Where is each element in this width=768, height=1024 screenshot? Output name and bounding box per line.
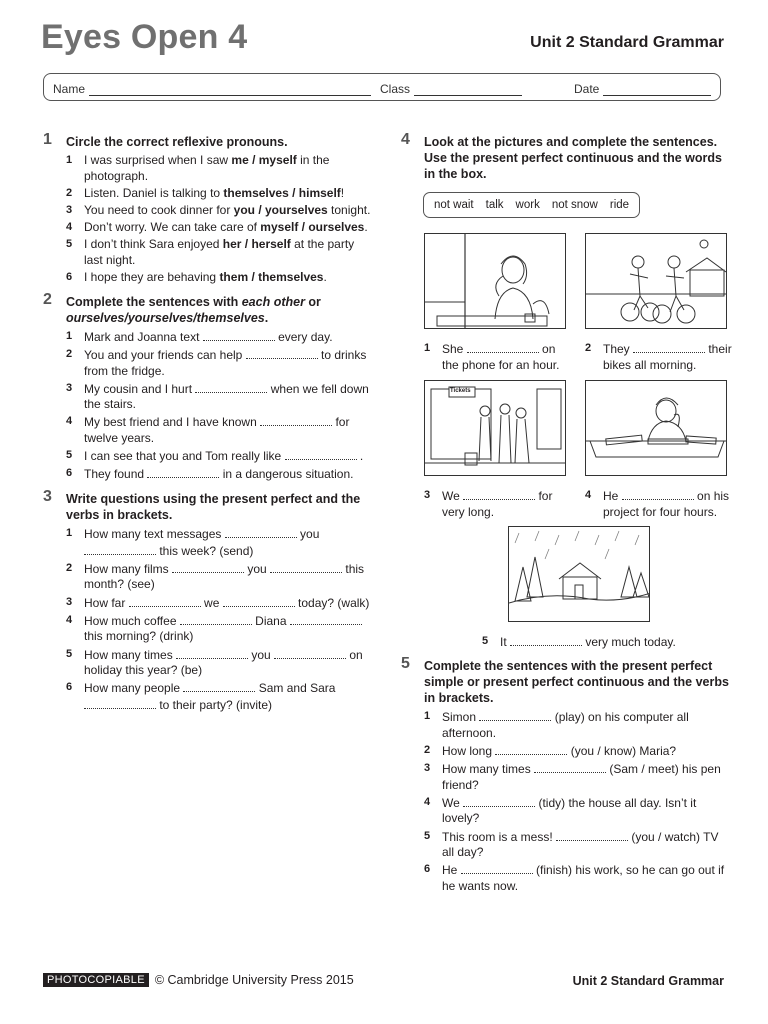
footer: [43, 973, 354, 987]
word-box-word: not snow: [551, 199, 598, 211]
question-number: 5: [66, 238, 73, 251]
question-text: How much coffee Diana this morning? (drink): [84, 614, 362, 644]
exercise-number: 4: [401, 131, 410, 148]
question-text: I can see that you and Tom really like .: [84, 449, 364, 464]
exercise-title: Circle the correct reflexive pronouns.: [66, 135, 288, 149]
question-item: [43, 220, 373, 236]
answer-blank[interactable]: [203, 329, 275, 341]
question-number: 2: [424, 743, 431, 756]
question-number: 4: [66, 613, 73, 626]
question-number: 5: [66, 449, 73, 462]
exercise-title: Complete the sentences with the present perfect simple or present perfect continuous and the verbs in brackets.: [424, 659, 729, 705]
question-text: They found in a dangerous situation.: [84, 467, 354, 482]
answer-blank[interactable]: [129, 595, 201, 607]
exercise-title: Write questions using the present perfect and the verbs in brackets.: [66, 492, 361, 523]
answer-blank[interactable]: [270, 561, 342, 573]
book-title: Eyes Open 4: [41, 18, 248, 56]
question-item: [43, 270, 373, 286]
question-number: 3: [66, 595, 73, 608]
question-number: 5: [66, 647, 73, 660]
caption-4: 4 He on his project for four hours.: [585, 489, 730, 519]
question-text: How far we today? (walk): [84, 595, 370, 610]
question-item: [43, 237, 373, 268]
name-label: Name: [53, 82, 86, 96]
answer-blank[interactable]: [183, 680, 255, 692]
caption-5: 5 It very much today.: [482, 635, 676, 649]
photocopiable-badge: PHOTOCOPIABLE: [43, 973, 149, 987]
question-text: My cousin and I hurt when we fell down the stairs.: [84, 381, 369, 412]
answer-blank[interactable]: [180, 613, 252, 625]
answer-blank[interactable]: [290, 613, 362, 625]
exercise-title: Complete the sentences with each other or ourselves/yourselves/themselves.: [66, 294, 321, 325]
exercise-number: 1: [43, 131, 52, 148]
question-number: 3: [66, 203, 73, 216]
question-text: I was surprised when I saw me / myself in the photograph.: [84, 153, 330, 183]
student-info-bar: [43, 73, 721, 101]
question-number: 3: [66, 381, 73, 394]
answer-blank[interactable]: [461, 862, 533, 874]
question-item: [43, 329, 373, 346]
question-item: [401, 862, 731, 894]
question-text: He (finish) his work, so he can go out if he wants now.: [442, 863, 725, 893]
caption-3: 3 We for very long.: [424, 489, 553, 519]
question-text: I hope they are behaving them / themselves.: [84, 270, 327, 285]
right-column: [401, 131, 731, 226]
exercise-number: 3: [43, 488, 52, 506]
question-item: [401, 743, 731, 760]
word-box-word: work: [515, 199, 540, 211]
exercise-5: [401, 655, 731, 903]
question-number: 6: [66, 467, 73, 480]
question-item: [43, 203, 373, 219]
question-number: 2: [66, 561, 73, 574]
answer-blank[interactable]: [534, 761, 606, 773]
question-text: How many text messages you this week? (send): [84, 527, 320, 558]
question-text: Simon (play) on his computer all afternoon.: [442, 710, 689, 740]
question-text: You need to cook dinner for you / yourselves tonight.: [84, 202, 371, 217]
answer-blank[interactable]: [84, 697, 156, 709]
question-number: 1: [66, 154, 73, 166]
name-field[interactable]: [53, 82, 371, 96]
answer-blank[interactable]: [223, 595, 295, 607]
word-box-word: talk: [485, 199, 504, 211]
question-number: 4: [66, 415, 73, 428]
question-item: [43, 647, 373, 679]
question-item: [401, 795, 731, 827]
question-number: 1: [66, 527, 73, 540]
question-item: [401, 709, 731, 741]
question-number: 3: [424, 761, 431, 774]
question-item: [43, 466, 373, 483]
question-number: 2: [66, 186, 73, 199]
date-label: Date: [574, 82, 600, 96]
answer-blank[interactable]: [463, 488, 535, 500]
answer-blank[interactable]: [633, 341, 705, 353]
word-box: [423, 192, 640, 218]
answer-blank[interactable]: [479, 709, 551, 721]
picture-cyclists: [585, 233, 727, 329]
word-box-word: ride: [609, 199, 630, 211]
question-number: 1: [424, 710, 431, 722]
answer-blank[interactable]: [463, 795, 535, 807]
footer-unit-title: Unit 2 Standard Grammar: [572, 974, 724, 988]
answer-blank[interactable]: [195, 381, 267, 393]
question-text: Don’t worry. We can take care of myself / ourselves.: [84, 220, 368, 235]
answer-blank[interactable]: [274, 647, 346, 659]
question-text: How many people Sam and Sara to their party? (invite): [84, 681, 336, 712]
question-number: 1: [66, 329, 73, 342]
left-column: [43, 131, 373, 722]
tickets-sign: Tickets: [450, 388, 471, 394]
answer-blank[interactable]: [495, 743, 567, 755]
answer-blank[interactable]: [510, 634, 582, 646]
exercise-title: Look at the pictures and complete the sentences. Use the present perfect continuous and the words in the box.: [424, 135, 722, 181]
question-number: 6: [66, 271, 73, 284]
question-item: [43, 448, 373, 465]
question-text: How many times (Sam / meet) his pen friend?: [442, 761, 721, 792]
picture-snowy-village: [508, 526, 650, 622]
question-item: [43, 595, 373, 612]
question-number: 4: [424, 795, 431, 808]
answer-blank[interactable]: [172, 561, 244, 573]
exercise-3: [43, 488, 373, 714]
question-item: [401, 761, 731, 793]
question-item: [43, 186, 373, 202]
question-text: Mark and Joanna text every day.: [84, 329, 333, 344]
question-text: We (tidy) the house all day. Isn’t it lovely?: [442, 795, 697, 826]
question-text: My best friend and I have known for twelve years.: [84, 415, 350, 446]
question-number: 5: [424, 829, 431, 842]
exercise-5-items: [401, 709, 731, 895]
question-text: How many times you on holiday this year? (be): [84, 647, 363, 678]
exercise-1: [43, 131, 373, 286]
exercise-number: 5: [401, 655, 410, 672]
exercise-1-items: [43, 153, 373, 286]
question-text: This room is a mess! (you / watch) TV all day?: [442, 829, 719, 860]
question-text: You and your friends can help to drinks from the fridge.: [84, 347, 367, 378]
question-item: [43, 680, 373, 713]
question-text: How long (you / know) Maria?: [442, 743, 677, 758]
word-box-word: not wait: [434, 199, 474, 211]
question-item: [43, 526, 373, 559]
caption-2: 2 They their bikes all morning.: [585, 342, 732, 372]
exercise-3-items: [43, 526, 373, 714]
exercise-number: 2: [43, 290, 52, 308]
question-item: [43, 414, 373, 446]
question-number: 6: [424, 863, 431, 876]
class-label: Class: [380, 82, 411, 96]
unit-title: Unit 2 Standard Grammar: [530, 34, 724, 51]
answer-blank[interactable]: [260, 414, 332, 426]
answer-blank[interactable]: [225, 526, 297, 538]
date-field[interactable]: [574, 82, 711, 96]
answer-blank[interactable]: [622, 488, 694, 500]
question-item: [401, 829, 731, 861]
exercise-2-items: [43, 329, 373, 483]
exercise-4: [401, 131, 731, 218]
class-field[interactable]: [380, 82, 522, 96]
question-item: [43, 381, 373, 413]
copyright: © Cambridge University Press 2015: [154, 973, 354, 987]
answer-blank[interactable]: [84, 543, 156, 555]
exercise-2: [43, 290, 373, 483]
question-number: 2: [66, 347, 73, 360]
question-item: [43, 561, 373, 593]
answer-blank[interactable]: [176, 647, 248, 659]
question-text: How many films you this month? (see): [84, 561, 365, 592]
answer-blank[interactable]: [285, 448, 357, 460]
question-number: 4: [66, 221, 73, 234]
question-item: [43, 153, 373, 184]
question-item: [43, 613, 373, 645]
answer-blank[interactable]: [246, 347, 318, 359]
question-text: Listen. Daniel is talking to themselves / himself!: [84, 185, 345, 200]
caption-1: 1 She on the phone for an hour.: [424, 342, 560, 372]
question-text: I don’t think Sara enjoyed her / herself at the party last night.: [84, 237, 355, 267]
answer-blank[interactable]: [147, 466, 219, 478]
picture-ticket-queue: [424, 380, 566, 476]
answer-blank[interactable]: [467, 341, 539, 353]
question-item: [43, 347, 373, 379]
question-number: 6: [66, 681, 73, 694]
picture-girl-on-phone: [424, 233, 566, 329]
picture-boy-studying: [585, 380, 727, 476]
answer-blank[interactable]: [556, 829, 628, 841]
